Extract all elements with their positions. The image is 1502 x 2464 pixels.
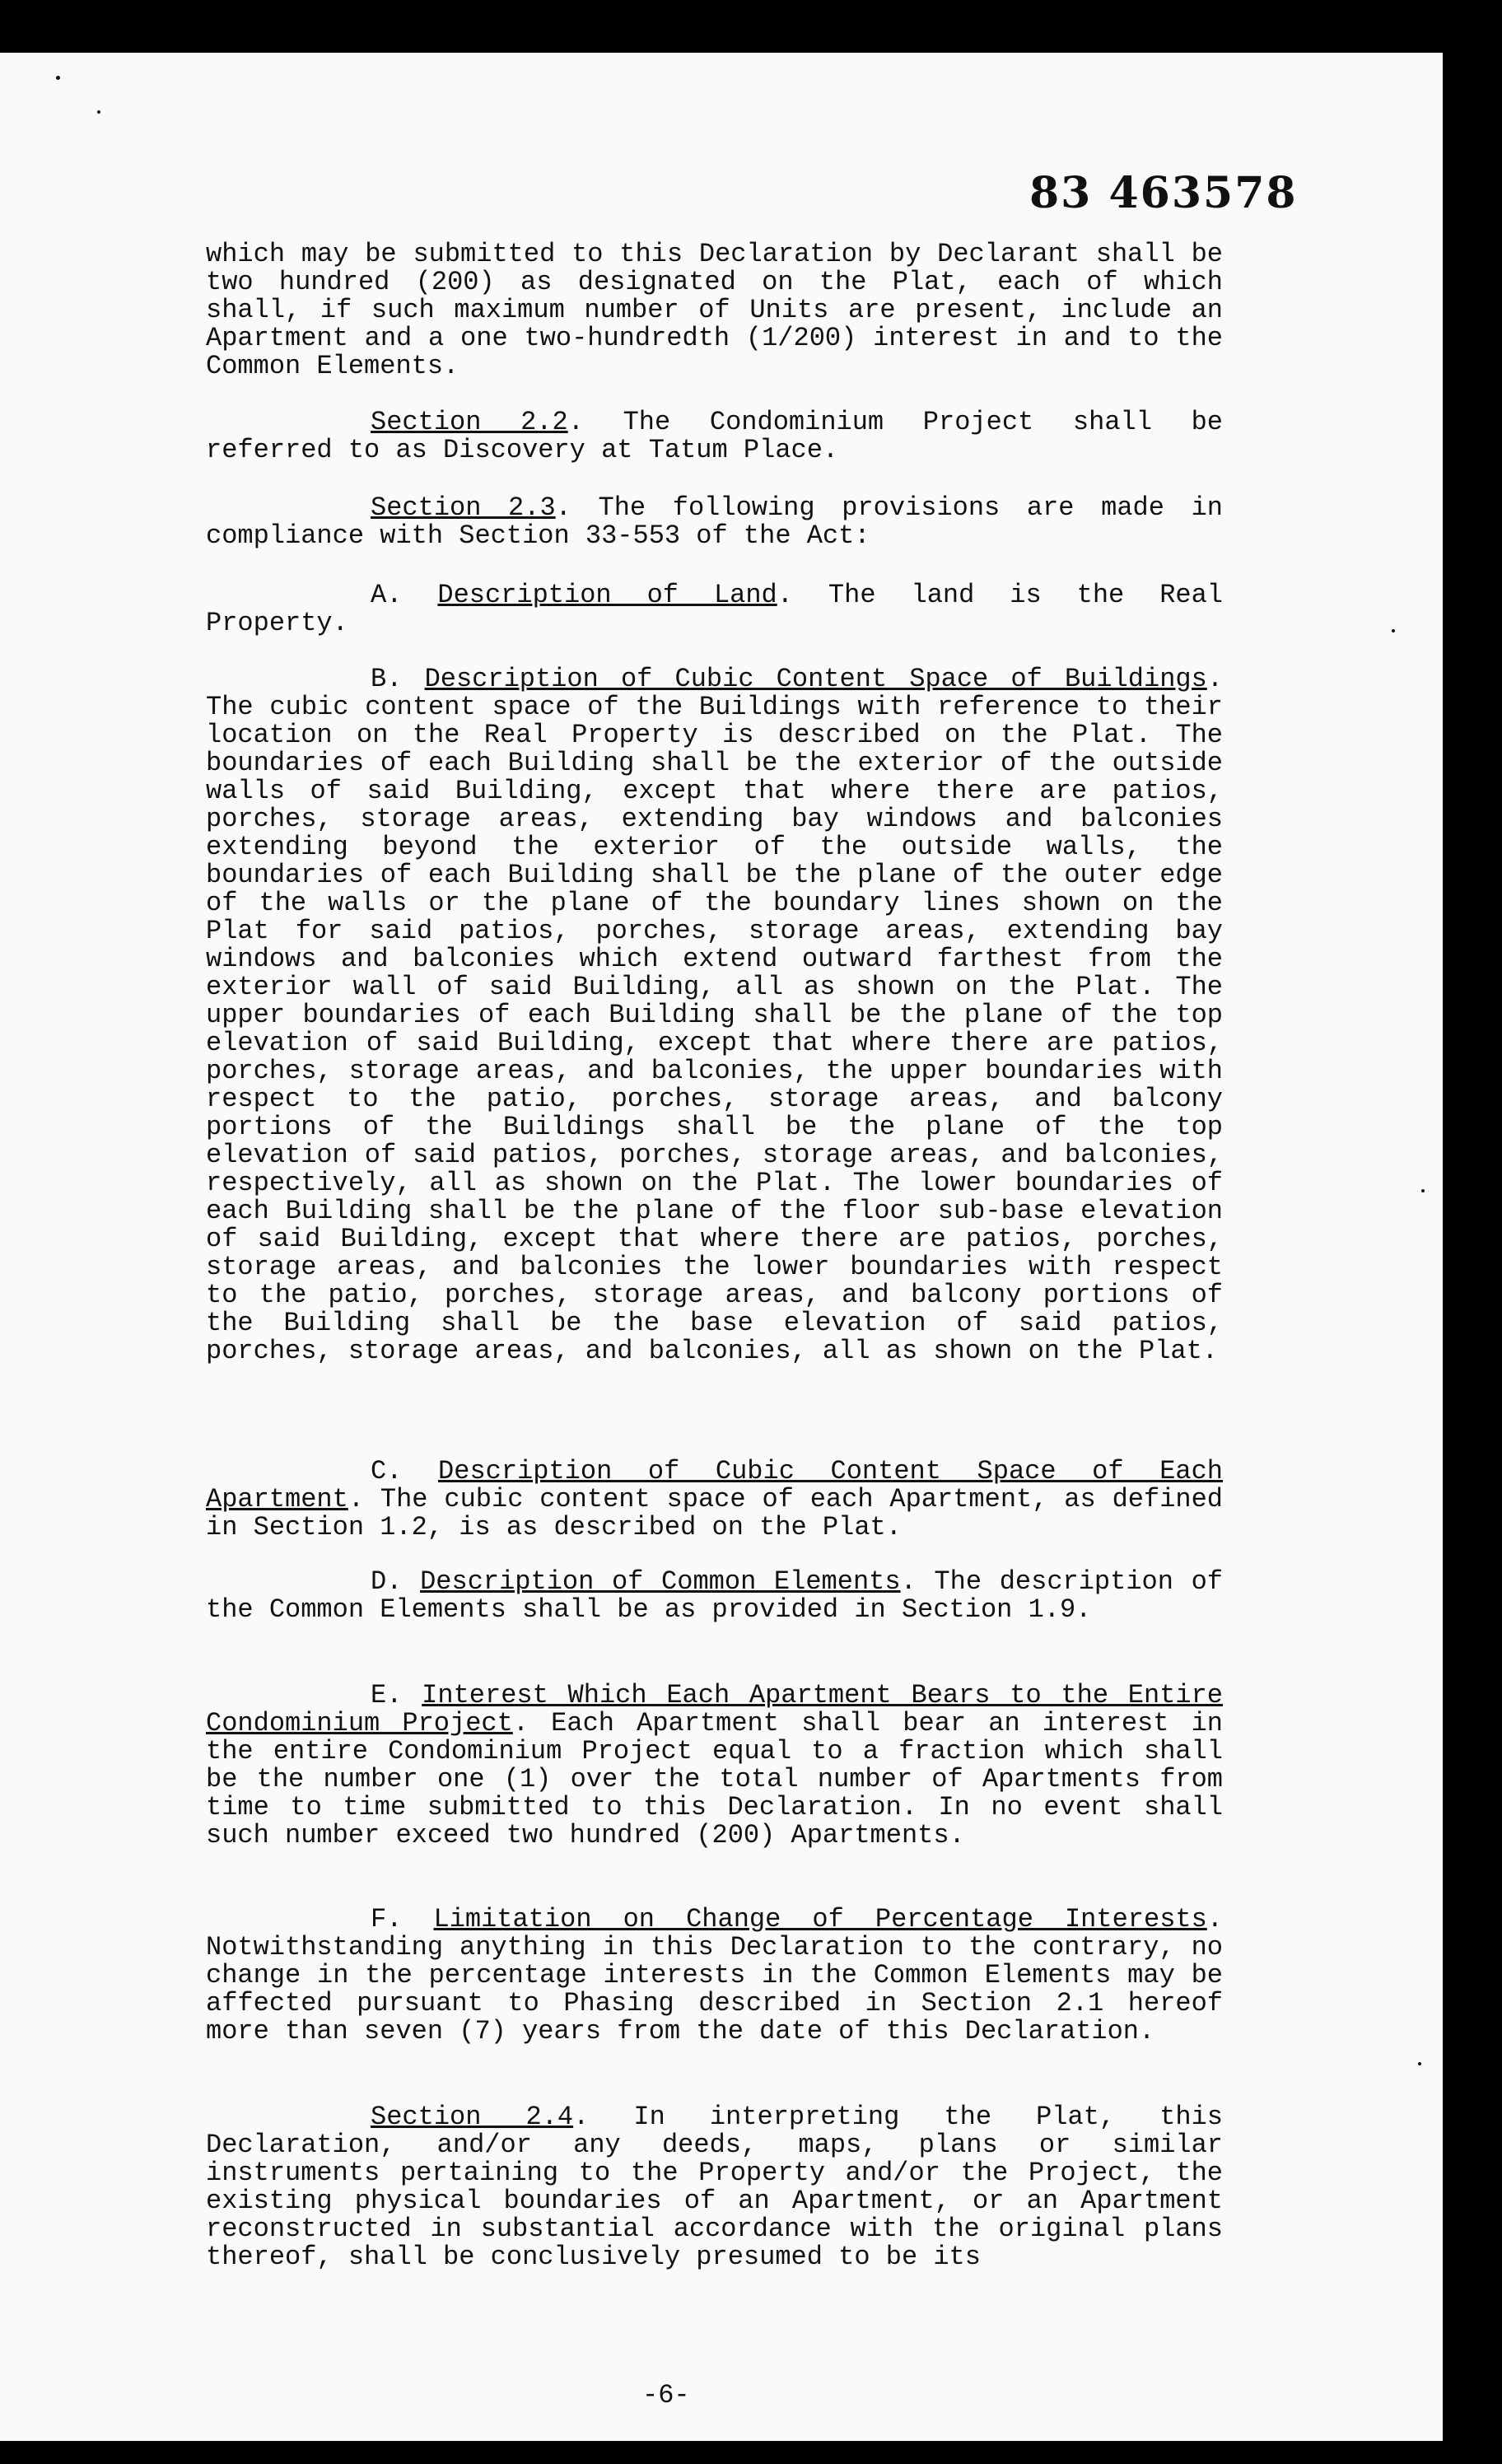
paragraph-item-e: [206, 1682, 1223, 1850]
paragraph-text: . Each Apartment shall bear an interest in the entire Condominium Project equal to a fraction which shall be the number one (1) over the total number of Apartments from time to time submitted to this Declaration. In no event shall such number exceed two hundred (200) Apartments.: [206, 1708, 1224, 1850]
paragraph-section-2-3: [206, 494, 1223, 550]
item-letter: D.: [371, 1566, 421, 1597]
item-heading: Description of Common Elements: [420, 1566, 901, 1597]
item-heading: Limitation on Change of Percentage Interests: [433, 1904, 1207, 1934]
paragraph-item-a: [206, 581, 1223, 637]
paragraph-continuation: [206, 240, 1223, 380]
paragraph-text: . Notwithstanding anything in this Declaration to the contrary, no change in the percentage interests in the Common Elements may be affected pursuant to Phasing described in Section 2.1 hereof more than seven (7) years from the date of this Declaration.: [206, 1904, 1223, 2046]
paragraph-item-c: [206, 1458, 1223, 1542]
item-heading: Description of Cubic Content Space of Each Apartment: [206, 1456, 1224, 1514]
paragraph-item-b: [206, 665, 1223, 1365]
document-sheet: [0, 53, 1443, 2441]
item-letter: B.: [371, 664, 425, 694]
paragraph-text: . The description of the Common Elements shall be as provided in Section 1.9.: [206, 1566, 1224, 1625]
paragraph-text: . The land is the Real Property.: [206, 580, 1224, 638]
item-letter: C.: [371, 1456, 439, 1486]
section-heading: Section 2.4: [371, 2102, 574, 2132]
paragraph-text: which may be submitted to this Declaration by Declarant shall be two hundred (200) as designated on the Plat, each of which shall, if such maximum number of Units are present, include an Apartment and a one two-hundredth (1/200) interest in and to the Common Elements.: [206, 239, 1223, 381]
scan-speck: [1392, 629, 1395, 632]
scan-speck: [56, 76, 60, 80]
paragraph-item-d: [206, 1568, 1223, 1624]
item-letter: A.: [371, 580, 438, 610]
paragraph-text: . The cubic content space of each Apartment, as defined in Section 1.2, is as described on the Plat.: [206, 1484, 1223, 1542]
paragraph-text: . The cubic content space of the Buildings with reference to their location on the Real Property is described on the Plat. The boundaries of each Building shall be the exterior of the outside walls of said Building, except that where there are patios, porches, storage areas, extending bay windows and balconies extending beyond the exterior of the outside walls, the boundaries of each Building shall be the plane of the outer edge of the walls or the plane of the boundary lines shown on the Plat for said patios, porches, storage areas, extending bay windows and balconies which extend outward farthest from the exterior wall of said Building, all as shown on the Plat. The upper boundaries of each Building shall be the plane of the top elevation of said Building, except that where there are patios, porches, storage areas, and balconies, the upper boundaries with respect to the patio, porches, storage areas, and balcony portions of the Buildings shall be the plane of the top elevation of said patios, porches, storage areas, and balconies, respectively, all as shown on the Plat. The lower boundaries of each Building shall be the plane of the floor sub-base elevation of said Building, except that where there are patios, porches, storage areas, and balconies the lower boundaries with respect to the patio, porches, storage areas, and balcony portions of the Building shall be the base elevation of said patios, porches, storage areas, and balconies, all as shown on the Plat.: [206, 664, 1224, 1366]
document-number: 83 463578: [1029, 168, 1298, 218]
item-heading: Description of Cubic Content Space of Buildings: [424, 664, 1207, 694]
scan-speck: [1421, 1189, 1425, 1192]
paragraph-text: . In interpreting the Plat, this Declaration, and/or any deeds, maps, plans or similar instruments pertaining to the Property and/or the Project, the existing physical boundaries of an Apartment, or an Apartment reconstructed in substantial accordance with the original plans thereof, shall be conclusively presumed to be its: [206, 2102, 1224, 2272]
section-heading: Section 2.2: [371, 407, 568, 437]
scan-speck: [97, 110, 100, 114]
paragraph-section-2-2: [206, 408, 1223, 464]
section-heading: Section 2.3: [371, 492, 556, 523]
page-number: -6-: [642, 2380, 690, 2410]
item-letter: F.: [371, 1904, 434, 1934]
item-heading: Description of Land: [437, 580, 777, 610]
paragraph-section-2-4: [206, 2103, 1223, 2271]
scan-speck: [1418, 2062, 1421, 2065]
paragraph-item-f: [206, 1906, 1223, 2046]
item-letter: E.: [371, 1680, 422, 1710]
item-heading: Interest Which Each Apartment Bears to the Entire Condominium Project: [206, 1680, 1224, 1738]
paragraph-text: . The following provisions are made in compliance with Section 33-553 of the Act:: [206, 492, 1224, 551]
paragraph-text: . The Condominium Project shall be referred to as Discovery at Tatum Place.: [206, 407, 1224, 465]
